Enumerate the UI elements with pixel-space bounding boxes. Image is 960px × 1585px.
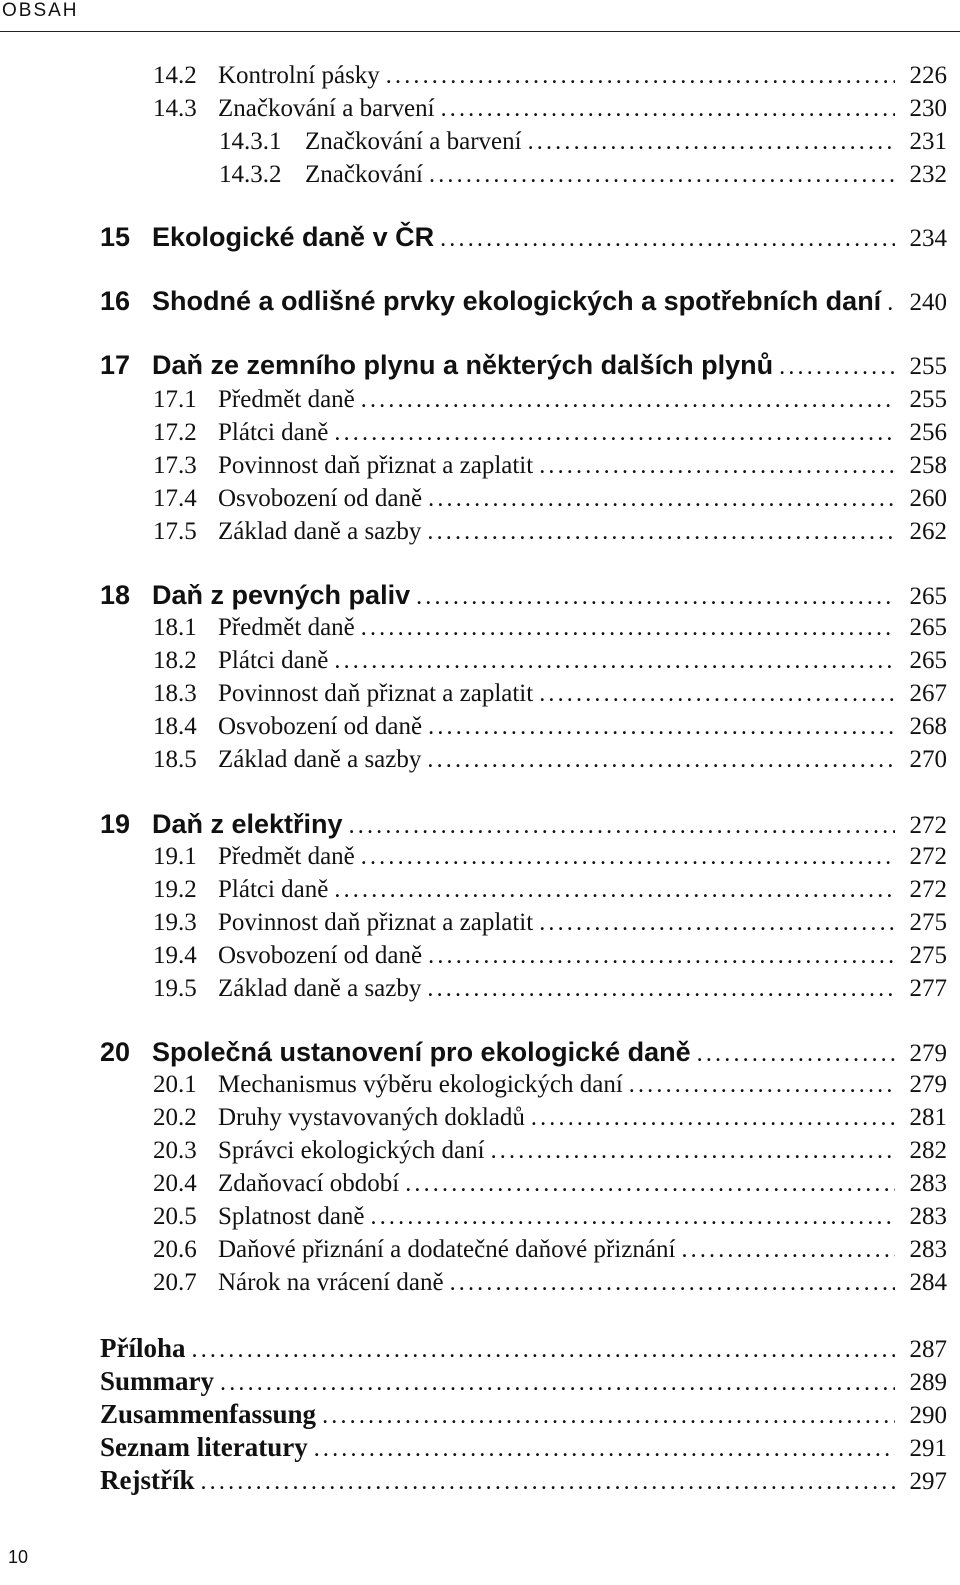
toc-entry-page: 275 (909, 909, 947, 936)
toc-entry-number: 20.5 (153, 1203, 197, 1230)
toc-entry[interactable] (100, 1333, 947, 1364)
toc-entry[interactable] (153, 975, 947, 1003)
dot-leader (322, 1403, 895, 1430)
dot-leader (349, 813, 895, 840)
dot-leader (386, 63, 895, 90)
toc-entry-number: 20.2 (153, 1104, 197, 1131)
dot-leader (491, 1138, 895, 1165)
dot-leader (427, 747, 895, 774)
toc-entry[interactable] (153, 876, 947, 904)
toc-entry-title: Splatnost daně (218, 1203, 365, 1230)
dot-leader (441, 96, 895, 123)
toc-entry-title: Značkování a barvení (218, 95, 435, 122)
toc-entry-title: Základ daně a sazby (218, 518, 422, 545)
toc-entry-page: 272 (909, 876, 947, 903)
toc-entry-page: 267 (909, 680, 947, 707)
toc-entry-number: 18 (100, 580, 131, 610)
dot-leader (428, 486, 895, 513)
dot-leader (371, 1204, 895, 1231)
toc-entry-number: 14.3.2 (219, 161, 282, 188)
toc-entry[interactable] (100, 580, 947, 611)
toc-entry-page: 283 (909, 1170, 947, 1197)
toc-entry-page: 281 (909, 1104, 947, 1131)
toc-entry[interactable] (153, 1203, 947, 1231)
dot-leader (428, 714, 895, 741)
toc-entry-title: Správci ekologických daní (218, 1137, 485, 1164)
toc-entry-number: 17.3 (153, 452, 197, 479)
toc-entry[interactable] (153, 386, 947, 414)
toc-entry[interactable] (153, 1071, 947, 1099)
dot-leader (440, 226, 895, 253)
toc-entry[interactable] (219, 128, 947, 156)
dot-leader (887, 290, 895, 317)
dot-leader (314, 1436, 895, 1463)
toc-entry-number: 17.4 (153, 485, 197, 512)
toc-entry[interactable] (219, 161, 947, 189)
toc-entry-title: Značkování a barvení (305, 128, 522, 155)
toc-entry-number: 15 (100, 222, 131, 252)
toc-entry-page: 284 (909, 1269, 947, 1296)
toc-entry-title: Daň ze zemního plynu a některých dalších plynů (152, 350, 774, 380)
toc-entry-page: 232 (909, 161, 947, 188)
toc-entry-number: 19.1 (153, 843, 197, 870)
toc-entry-page: 265 (909, 647, 947, 674)
toc-entry-number: 18.4 (153, 713, 197, 740)
dot-leader (428, 943, 895, 970)
toc-entry[interactable] (100, 1399, 947, 1430)
toc-entry-title: Povinnost daň přiznat a zaplatit (218, 680, 534, 707)
toc-entry-number: 19 (100, 809, 131, 839)
toc-entry[interactable] (153, 647, 947, 675)
toc-entry[interactable] (100, 1037, 947, 1068)
toc-entry-number: 20.4 (153, 1170, 197, 1197)
toc-entry[interactable] (153, 419, 947, 447)
toc-entry-title: Předmět daně (218, 386, 355, 413)
toc-entry-page: 282 (909, 1137, 947, 1164)
toc-entry-number: 20.7 (153, 1269, 197, 1296)
toc-entry[interactable] (153, 909, 947, 937)
toc-entry-page: 275 (909, 942, 947, 969)
toc-entry-title: Rejstřík (100, 1465, 195, 1495)
toc-entry-title: Povinnost daň přiznat a zaplatit (218, 452, 534, 479)
toc-entry[interactable] (153, 1269, 947, 1297)
dot-leader (539, 681, 895, 708)
toc-entry[interactable] (153, 518, 947, 546)
running-header: OBSAH (2, 0, 79, 21)
toc-entry-page: 256 (909, 419, 947, 446)
toc-entry-title: Předmět daně (218, 843, 355, 870)
toc-entry[interactable] (100, 1432, 947, 1463)
toc-entry-title: Plátci daně (218, 647, 329, 674)
toc-entry-page: 277 (909, 975, 947, 1002)
toc-entry-page: 287 (909, 1336, 947, 1363)
toc-entry-title: Plátci daně (218, 876, 329, 903)
toc-entry-page: 268 (909, 713, 947, 740)
toc-entry-title: Předmět daně (218, 614, 355, 641)
toc-entry-number: 18.1 (153, 614, 197, 641)
toc-entry-title: Osvobození od daně (218, 713, 423, 740)
toc-entry[interactable] (153, 485, 947, 513)
toc-entry-page: 240 (909, 289, 947, 316)
dot-leader (528, 129, 895, 156)
toc-entry-title: Druhy vystavovaných dokladů (218, 1104, 525, 1131)
dot-leader (539, 453, 895, 480)
toc-entry-page: 255 (909, 386, 947, 413)
toc-entry-number: 19.2 (153, 876, 197, 903)
dot-leader (450, 1270, 895, 1297)
toc-entry[interactable] (153, 1104, 947, 1132)
dot-leader (681, 1237, 895, 1264)
dot-leader (779, 354, 895, 381)
toc-entry-page: 279 (909, 1040, 947, 1067)
toc-entry-title: Příloha (100, 1333, 186, 1363)
toc-entry-number: 14.3 (153, 95, 197, 122)
dot-leader (334, 420, 895, 447)
toc-entry-page: 258 (909, 452, 947, 479)
dot-leader (334, 648, 895, 675)
toc-entry-number: 16 (100, 286, 131, 316)
toc-entry[interactable] (100, 350, 947, 381)
toc-entry-number: 18.3 (153, 680, 197, 707)
toc-entry-page: 231 (909, 128, 947, 155)
toc-entry[interactable] (153, 1236, 947, 1264)
toc-entry[interactable] (100, 1465, 947, 1496)
toc-entry-title: Zdaňovací období (218, 1170, 400, 1197)
toc-entry-number: 18.5 (153, 746, 197, 773)
toc-entry-title: Základ daně a sazby (218, 975, 422, 1002)
toc-entry-number: 19.4 (153, 942, 197, 969)
toc-entry[interactable] (100, 809, 947, 840)
toc-entry[interactable] (153, 452, 947, 480)
toc-entry-page: 270 (909, 746, 947, 773)
toc-entry[interactable] (153, 713, 947, 741)
toc-entry-number: 20.6 (153, 1236, 197, 1263)
dot-leader (361, 615, 895, 642)
toc-entry-page: 255 (909, 353, 947, 380)
dot-leader (192, 1337, 896, 1364)
toc-entry[interactable] (153, 680, 947, 708)
toc-entry-page: 297 (909, 1468, 947, 1495)
dot-leader (531, 1105, 895, 1132)
dot-leader (629, 1072, 895, 1099)
toc-entry-title: Ekologické daně v ČR (152, 222, 435, 252)
toc-entry-number: 17.5 (153, 518, 197, 545)
toc-entry[interactable] (153, 614, 947, 642)
toc-entry-title: Značkování (305, 161, 424, 188)
toc-entry-title: Seznam literatury (100, 1432, 308, 1462)
toc-entry-page: 234 (909, 225, 947, 252)
toc-entry-page: 289 (909, 1369, 947, 1396)
toc-entry-number: 20 (100, 1037, 131, 1067)
toc-entry-title: Mechanismus výběru ekologických daní (218, 1071, 623, 1098)
toc-entry-page: 272 (909, 812, 947, 839)
toc-entry-page: 272 (909, 843, 947, 870)
toc-entry[interactable] (153, 942, 947, 970)
toc-entry-number: 19.5 (153, 975, 197, 1002)
toc-entry-page: 291 (909, 1435, 947, 1462)
dot-leader (697, 1041, 895, 1068)
toc-entry[interactable] (100, 1366, 947, 1397)
toc-entry-number: 20.1 (153, 1071, 197, 1098)
toc-entry[interactable] (153, 95, 947, 123)
toc-entry-number: 17.2 (153, 419, 197, 446)
toc-entry-page: 290 (909, 1402, 947, 1429)
dot-leader (405, 1171, 895, 1198)
toc-entry[interactable] (153, 843, 947, 871)
toc-entry-page: 265 (909, 614, 947, 641)
toc-entry[interactable] (153, 746, 947, 774)
toc-entry-title: Summary (100, 1366, 214, 1396)
toc-entry-number: 19.3 (153, 909, 197, 936)
toc-entry-title: Základ daně a sazby (218, 746, 422, 773)
toc-entry-title: Daň z elektřiny (152, 809, 343, 839)
toc-entry-page: 226 (909, 62, 947, 89)
toc-entry-title: Osvobození od daně (218, 485, 423, 512)
dot-leader (427, 519, 895, 546)
toc-entry-page: 260 (909, 485, 947, 512)
toc-entry-page: 283 (909, 1203, 947, 1230)
dot-leader (334, 877, 895, 904)
toc-entry-number: 17 (100, 350, 131, 380)
toc-entry-title: Nárok na vrácení daně (218, 1269, 444, 1296)
toc-entry-title: Shodné a odlišné prvky ekologických a spotřebních daní (152, 286, 882, 316)
dot-leader (429, 162, 895, 189)
toc-entry-title: Daň z pevných paliv (152, 580, 411, 610)
dot-leader (220, 1370, 895, 1397)
toc-entry-number: 20.3 (153, 1137, 197, 1164)
toc-entry-page: 262 (909, 518, 947, 545)
toc-entry-page: 283 (909, 1236, 947, 1263)
dot-leader (539, 910, 895, 937)
toc-entry-title: Plátci daně (218, 419, 329, 446)
toc-entry-title: Zusammenfassung (100, 1399, 317, 1429)
toc-entry-number: 18.2 (153, 647, 197, 674)
dot-leader (200, 1469, 895, 1496)
toc-entry-title: Daňové přiznání a dodatečné daňové přiznání (218, 1236, 676, 1263)
toc-entry-page: 265 (909, 583, 947, 610)
toc-entry[interactable] (100, 222, 947, 253)
toc-entry-number: 14.3.1 (219, 128, 282, 155)
toc-entry-number: 17.1 (153, 386, 197, 413)
page-number: 10 (8, 1547, 29, 1567)
toc-entry[interactable] (153, 1137, 947, 1165)
toc-entry-title: Povinnost daň přiznat a zaplatit (218, 909, 534, 936)
toc-entry-page: 230 (909, 95, 947, 122)
toc-entry[interactable] (153, 62, 947, 90)
dot-leader (427, 976, 895, 1003)
toc-entry-number: 14.2 (153, 62, 197, 89)
toc-entry-page: 279 (909, 1071, 947, 1098)
dot-leader (416, 584, 895, 611)
dot-leader (361, 844, 895, 871)
toc-entry-title: Společná ustanovení pro ekologické daně (152, 1037, 691, 1067)
toc-entry[interactable] (153, 1170, 947, 1198)
toc-entry-title: Osvobození od daně (218, 942, 423, 969)
toc-entry[interactable] (100, 286, 947, 317)
dot-leader (361, 387, 895, 414)
toc-entry-title: Kontrolní pásky (218, 62, 380, 89)
